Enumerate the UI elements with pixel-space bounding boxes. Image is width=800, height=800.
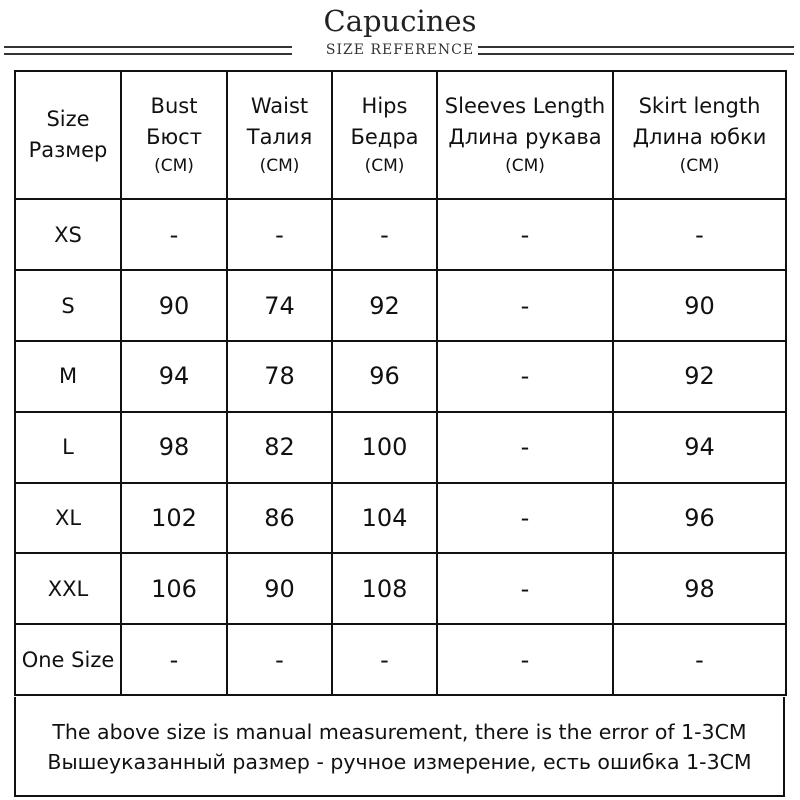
table-row — [15, 483, 786, 554]
sleeves-length-cell: - — [437, 553, 613, 624]
header-cell-hips — [332, 71, 437, 199]
header-label-ru: Бюст — [146, 124, 202, 149]
waist-cell: 78 — [227, 341, 332, 412]
header-cell-bust — [121, 71, 227, 199]
waist-cell: 86 — [227, 483, 332, 554]
bust-cell: 98 — [121, 412, 227, 483]
bust-cell: 102 — [121, 483, 227, 554]
sleeves-length-cell: - — [437, 199, 613, 270]
header-label-ru: Бедра — [350, 124, 419, 149]
note-english: The above size is manual measurement, there is the error of 1-3CM — [52, 720, 747, 744]
page-subtitle: SIZE REFERENCE — [325, 42, 475, 58]
brand-title: Capucines — [323, 4, 477, 38]
skirt-length-cell: 90 — [613, 270, 786, 341]
hips-cell: - — [332, 624, 437, 695]
size-cell: XXL — [15, 553, 121, 624]
skirt-length-cell: 94 — [613, 412, 786, 483]
table-row — [15, 199, 786, 270]
bust-cell: - — [121, 199, 227, 270]
bust-cell: 90 — [121, 270, 227, 341]
header-label-ru: Талия — [246, 124, 313, 149]
skirt-length-cell: 96 — [613, 483, 786, 554]
size-cell: L — [15, 412, 121, 483]
header-cell-size — [15, 71, 121, 199]
header-label-ru: Длина юбки — [632, 124, 767, 149]
sleeves-length-cell: - — [437, 341, 613, 412]
waist-cell: - — [227, 624, 332, 695]
waist-cell: - — [227, 199, 332, 270]
header-unit: (CM) — [259, 155, 300, 176]
skirt-length-cell: - — [613, 624, 786, 695]
header-unit: (CM) — [154, 155, 194, 176]
note-russian: Вышеуказанный размер - ручное измерение, есть ошибка 1-3CM — [47, 750, 752, 774]
header-label-en: Waist — [250, 93, 309, 118]
header-unit: (CM) — [679, 155, 720, 176]
hips-cell: - — [332, 199, 437, 270]
header-unit: (CM) — [364, 155, 405, 176]
table-header-row — [15, 71, 786, 199]
header-unit: (CM) — [505, 155, 545, 176]
hips-cell: 92 — [332, 270, 437, 341]
header-label-en: Skirt length — [638, 93, 761, 118]
header-label-ru: Размер — [28, 138, 108, 163]
waist-cell: 90 — [227, 553, 332, 624]
sleeves-length-cell: - — [437, 270, 613, 341]
sleeves-length-cell: - — [437, 624, 613, 695]
size-cell: XL — [15, 483, 121, 554]
table-row — [15, 624, 786, 695]
table-row — [15, 341, 786, 412]
size-cell: XS — [15, 199, 121, 270]
waist-cell: 82 — [227, 412, 332, 483]
size-cell: M — [15, 341, 121, 412]
measurement-note — [14, 697, 785, 797]
hips-cell: 104 — [332, 483, 437, 554]
header-cell-skirt-length — [613, 71, 786, 199]
skirt-length-cell: - — [613, 199, 786, 270]
header-label-en: Sleeves Length — [444, 93, 606, 118]
hips-cell: 96 — [332, 341, 437, 412]
header-cell-sleeves-length — [437, 71, 613, 199]
size-cell: One Size — [15, 624, 121, 695]
header-label-en: Size — [46, 107, 90, 132]
sleeves-length-cell: - — [437, 412, 613, 483]
hips-cell: 100 — [332, 412, 437, 483]
table-row — [15, 412, 786, 483]
table-row — [15, 270, 786, 341]
header-label-en: Bust — [150, 93, 198, 118]
skirt-length-cell: 92 — [613, 341, 786, 412]
sleeves-length-cell: - — [437, 483, 613, 554]
bust-cell: - — [121, 624, 227, 695]
skirt-length-cell: 98 — [613, 553, 786, 624]
header-label-en: Hips — [361, 93, 408, 118]
header-label-ru: Длина рукава — [448, 124, 602, 149]
table-row — [15, 553, 786, 624]
waist-cell: 74 — [227, 270, 332, 341]
header-cell-waist — [227, 71, 332, 199]
size-chart-table — [14, 70, 787, 696]
hips-cell: 108 — [332, 553, 437, 624]
bust-cell: 94 — [121, 341, 227, 412]
size-cell: S — [15, 270, 121, 341]
bust-cell: 106 — [121, 553, 227, 624]
